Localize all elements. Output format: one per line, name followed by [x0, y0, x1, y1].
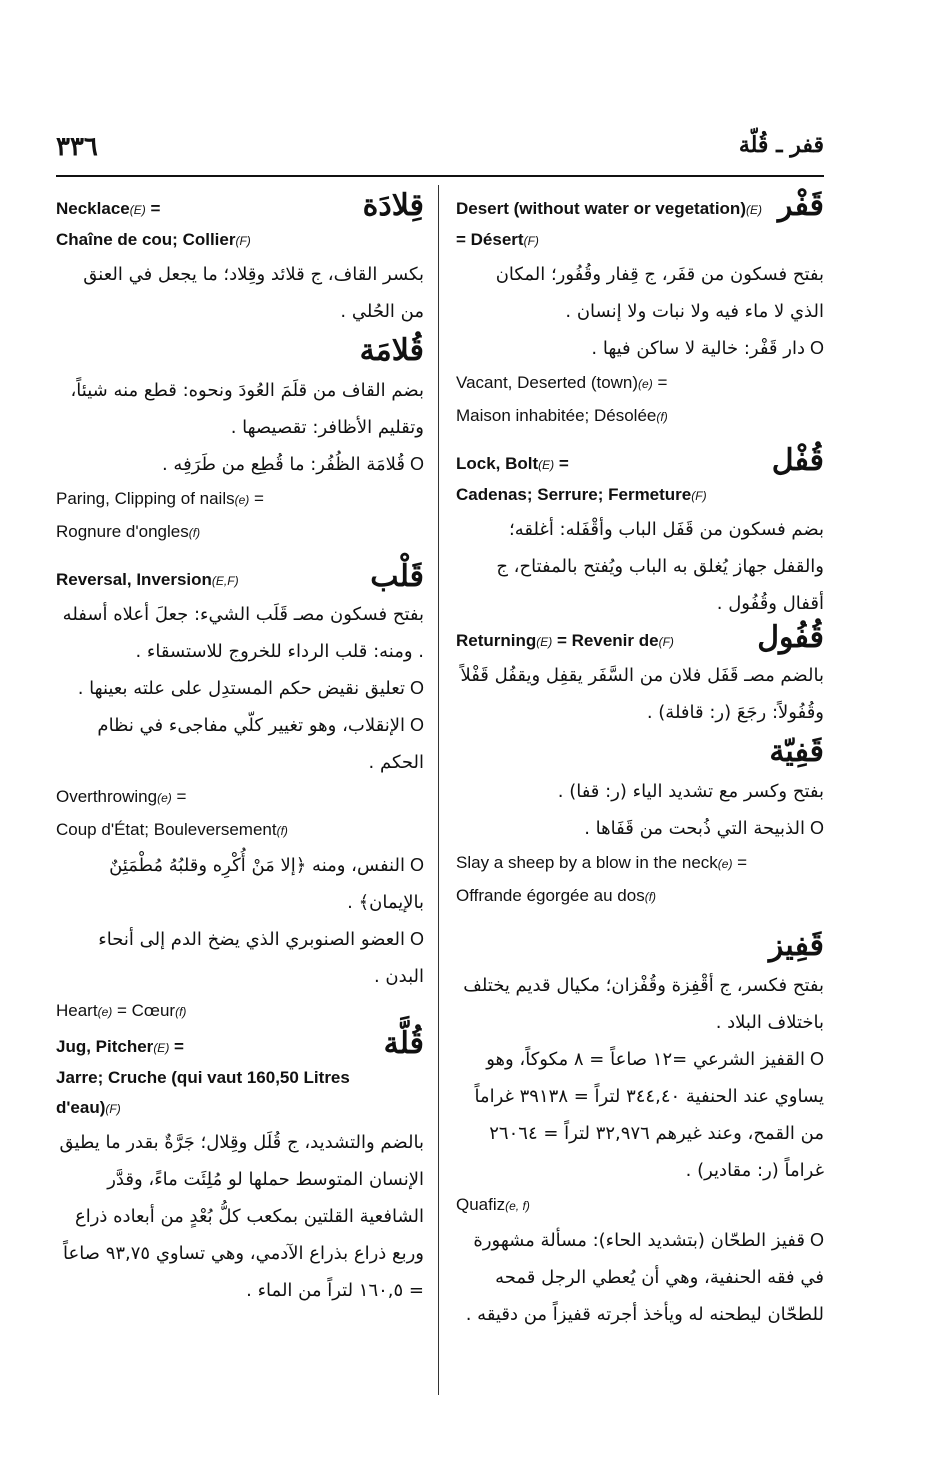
arabic-subsense: O الذبيحة التي ذُبحت من قَفَاها . [456, 810, 824, 847]
english-text: Heart [56, 1001, 98, 1020]
headword: قَلْب [370, 559, 424, 594]
entry-qilada [56, 188, 424, 330]
lang-tag: (F) [691, 489, 707, 503]
arabic-definition: بكسر القاف، ج قلائد وقِلاد؛ ما يجعل في العنق من الحُلي . [83, 264, 424, 322]
arabic-definition: بضم القاف من قلَمَ العُودَ ونحوه: قطع منه شيئاً، وتقليم الأظافر: تقصيصها . [70, 380, 424, 438]
arabic-subsense: O قفيز الطحّان (بتشديد الحاء): مسألة مشهورة في فقه الحنفية، وهي أن يُعطي الرجل قمحه للطحّان ليطحنه له ويأخذ أجرته قفيزاً من دقيقه . [456, 1222, 824, 1333]
entry-header [456, 620, 824, 657]
column-divider [438, 185, 439, 1395]
english-text: Reversal, Inversion [56, 570, 212, 589]
arabic-definition: بفتح فسكون مصـ قَلَب الشيء: جعلَ أعلاه أسفله . ومنه: قلب الرداء للخروج للاستسقاء . [62, 604, 424, 662]
entry-qufool [456, 620, 824, 731]
lang-tag: (f) [188, 526, 201, 540]
headword: قُلَّة [383, 1026, 424, 1061]
lang-tag: (F) [523, 234, 539, 248]
entry-qufl [456, 443, 824, 622]
lang-tag: (f) [175, 1005, 187, 1019]
lang-tag: (E) [538, 458, 555, 472]
subsense-translation: Overthrowing(e) = Coup d'État; Bouleversement(f) [56, 787, 288, 839]
french-text: Désert [470, 230, 524, 249]
subsense-translation: Paring, Clipping of nails(e) = Rognure d'ongles(f) [56, 489, 264, 541]
arabic-subsense: O القفيز الشرعي =١٢ صاعاً = ٨ مكوكاً، وهو يساوي عند الحنفية ٣٤٤,٤٠ لتراً = ٣٩١٣٨ غراماً من القمح، وعند غيرهم ٣٢,٩٧٦ لتراً = ٢٦٠٦٤ غراماً (ر: مقادير) . [456, 1041, 824, 1189]
english-text: Paring, Clipping of nails [56, 489, 235, 508]
headword: قَفِيّة [769, 734, 824, 769]
entry-header [56, 1026, 424, 1124]
left-column [56, 190, 424, 1309]
page-header [56, 128, 824, 168]
lang-tag: (F) [105, 1102, 121, 1116]
french-text: Maison inhabitée; Désolée [456, 406, 657, 425]
lang-tag: (E) [153, 1041, 170, 1055]
lang-tag: (f) [276, 824, 288, 838]
headword: قُفُول [757, 620, 824, 655]
headword: قَفْر [777, 188, 824, 223]
page-number: ٣٣٦ [56, 132, 98, 162]
english-text: Lock, Bolt [456, 454, 539, 473]
lang-tag: (F) [235, 234, 251, 248]
running-head: قفر ـ قُلّة [738, 132, 824, 158]
french-text: Cadenas; Serrure; Fermeture [456, 485, 692, 504]
french-text: Coup d'État; Bouleversement [56, 820, 277, 839]
arabic-subsense: O دار قَفْر: خالية لا ساكن فيها . [456, 330, 824, 367]
headword: قَفِيز [768, 928, 824, 963]
english-text: Quafiz [456, 1195, 506, 1214]
french-text: Chaîne de cou; Collier [56, 230, 236, 249]
arabic-definition: بفتح وكسر مع تشديد الياء (ر: قفا) . [557, 781, 824, 802]
english-text: Necklace [56, 199, 130, 218]
entry-qafeez [456, 925, 824, 1333]
arabic-subsense: O العضو الصنوبري الذي يضخ الدم إلى أنحاء البدن . [56, 921, 424, 995]
subsense-translation: Heart(e) = Cœur(f) [56, 1001, 187, 1020]
lang-tag: (E) [129, 203, 146, 217]
subsense-translation [456, 1189, 824, 1222]
headword: قِلادَة [362, 188, 424, 223]
lang-tag: (e, f) [505, 1199, 530, 1213]
lang-tag: (e) [157, 791, 172, 805]
lang-tag: (E) [536, 635, 553, 649]
english-text: Desert (without water or vegetation) [456, 199, 746, 218]
arabic-definition: بضم فسكون من قَفَل الباب وأقْفَله: أغلقه؛ والقفل جهاز يُغلق به الباب ويُفتح بالمفتاح، ج أقفال وقُفُول . [496, 519, 824, 614]
french-text: Jarre; Cruche (qui vaut 160,50 Litres d'eau) [56, 1068, 350, 1117]
french-text: Rognure d'ongles [56, 522, 189, 541]
right-column [456, 190, 824, 1333]
entry-header [456, 188, 824, 256]
english-translation [56, 565, 424, 596]
english-translation: Returning(E) = Revenir de(F) [456, 631, 674, 650]
lang-tag: (E,F) [211, 574, 239, 588]
lang-tag: (e) [97, 1005, 113, 1019]
headword: قُلامَة [359, 333, 424, 368]
lang-tag: (e) [234, 493, 250, 507]
lang-tag: (e) [717, 857, 733, 871]
entry-qalb [56, 559, 424, 1028]
lang-tag: (f) [656, 410, 668, 424]
headword: قُفْل [771, 443, 824, 478]
arabic-definition: بفتح فسكون من قفَر، ج قِفار وقُفُور؛ المكان الذي لا ماء فيه ولا نبات ولا إنسان . [495, 264, 824, 322]
english-translation: Jug, Pitcher(E) = Jarre; Cruche (qui vaut 160,50 Litres d'eau)(F) [56, 1037, 350, 1117]
lang-tag: (e) [638, 377, 653, 391]
english-text: Overthrowing [56, 787, 158, 806]
entry-header [56, 188, 424, 256]
arabic-subsense: O تعليق نقيض حكم المستدِل على علته بعينها . [56, 670, 424, 707]
subsense-translation: Slay a sheep by a blow in the neck(e) = Offrande égorgée au dos(f) [456, 853, 748, 905]
english-translation: Desert (without water or vegetation)(E) = Désert(F) [456, 199, 762, 249]
entry-qafiyya [456, 731, 824, 913]
french-text: Offrande égorgée au dos [456, 886, 645, 905]
arabic-subsense: O النفس، ومنه ﴿إلا مَنْ أُكْرِه وقلبُهُ مُطْمَئِنٌ بالإيمان﴾ . [56, 847, 424, 921]
entry-qulama [56, 330, 424, 549]
english-translation: Lock, Bolt(E) = Cadenas; Serrure; Fermeture(F) [456, 454, 707, 504]
english-text: Returning [456, 631, 537, 650]
subsense-translation: Vacant, Deserted (town)(e) = Maison inhabitée; Désolée(f) [456, 373, 668, 425]
french-text: Cœur [131, 1001, 176, 1020]
arabic-definition: بالضم والتشديد، ج قُلَل وقِلال؛ جَرَّةٌ بقدر ما يطيق الإنسان المتوسط حملها لو مُلِئَت ماءً، وقدَّر الشافعية القلتين بمكعب كلُّ بُعْدٍ من أبعاده ذراع وربع ذراع بذراع الآدمي، وهي تساوي ٩٣,٧٥ صاعاً = ١٦٠,٥ لتراً من الماء . [59, 1132, 424, 1301]
english-text: Jug, Pitcher [56, 1037, 154, 1056]
arabic-subsense: O قُلامَة الظُفُر: ما قُطِع من طَرَفِه . [56, 446, 424, 483]
lang-tag: (E) [745, 203, 762, 217]
arabic-definition: بفتح فكسر، ج أقْفِزة وقُفْزان؛ مكيال قديم يختلف باختلاف البلاد . [463, 975, 824, 1033]
english-text: Vacant, Deserted (town) [456, 373, 639, 392]
entry-qulla [56, 1026, 424, 1309]
header-rule [56, 175, 824, 177]
lang-tag: (f) [644, 890, 657, 904]
entry-qafr [456, 188, 824, 433]
entry-header [56, 559, 424, 596]
entry-header [456, 443, 824, 511]
arabic-definition: بالضم مصـ قَفَل فلان من السَّفَر يقفِل ويقفُل قَفْلاً وقُفُولاً: رجَعَ (ر: قافلة) . [460, 665, 824, 723]
french-text: Revenir de [571, 631, 659, 650]
lang-tag: (F) [658, 635, 674, 649]
english-translation: Necklace(E) = Chaîne de cou; Collier(F) [56, 199, 251, 249]
english-text: Slay a sheep by a blow in the neck [456, 853, 718, 872]
arabic-subsense: O الإنقلاب، وهو تغيير كلّي مفاجىء في نظام الحكم . [56, 707, 424, 781]
